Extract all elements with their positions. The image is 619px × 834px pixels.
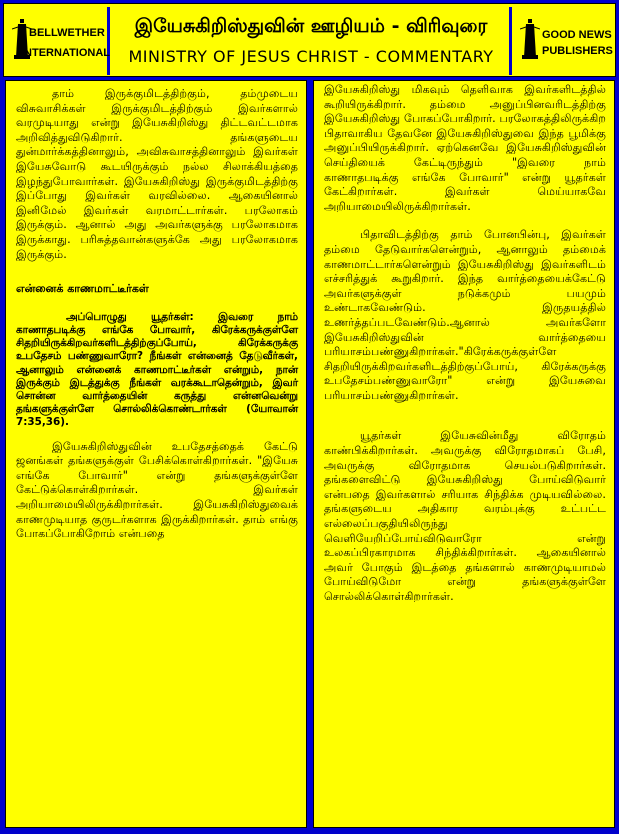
title-english: MINISTRY OF JESUS CHRIST - COMMENTARY — [128, 47, 494, 66]
left-paragraph-2: இயேசுகிறிஸ்துவின் உபதேசத்தைக் கேட்டு ஜனங்கள் தங்களுக்குள் பேசிக்கொள்கிறார்கள். "இயேசு எங்கே போவார்" என்று தங்களுக்குள்ளே கேட்டுக்கொள்கிறார்கள். இவர்கள் அறியாமையிலிருக்கிறார்கள். இயேசுகிறிஸ்துவைக் காணமுடியாத குருடர்களாக இருக்கிறார்கள். தாம் எங்கு போகப்போகிறோம் என்பதை — [16, 439, 298, 541]
lighthouse-icon — [520, 19, 540, 59]
bellwether-line2: INTERNATIONAL — [21, 47, 111, 59]
section-heading: என்னைக் காணமாட்டீர்கள் — [16, 282, 149, 296]
right-paragraph-1: இயேசுகிறிஸ்து மிகவும் தெளிவாக இவர்களிடத்தில் கூறியிருக்கிறார். தம்மை அனுப்பினவரிடத்திற்கு இயேசுகிறிஸ்து போகப்போகிறார். பரலோகத்திலிருக்கிற பிதாவாகிய தேவனே இயேசுகிறிஸ்துவை இந்த பூமிக்கு அனுப்பியிருக்கிறார். ஏற்கெனவே இயேசுகிறிஸ்துவின் செய்தியைக் கேட்டிருந்தும் "இவரை நாம் காணாதபடிக்கு எங்கே போவார்" என்று யூதர்கள் கேட்கிறார்கள். இவர்கள் மெய்யாகவே அறியாமையிலிருக்கிறார்கள். — [324, 83, 606, 213]
title-block — [112, 7, 510, 75]
scripture-quote: அப்பொழுது யூதர்கள்: இவரை நாம் காணாதபடிக்கு எங்கே போவார், கிரேக்கருக்குள்ளே சிதறியிருக்கிறவர்களிடத்திற்குப்போய், கிரேக்கருக்கு உபதேசம் பண்ணுவாரோ? நீங்கள் என்னைத் தேடுவீர்கள், ஆனாலும் என்னைக் காணமாட்டீர்கள் என்றும், நான் இருக்கும் இடத்துக்கு நீங்கள் வரக்கூடாதென்றும், இவர் சொன்ன வார்த்தையின் கருத்து என்னவென்று தங்களுக்குள்ளே சொல்லிக்கொண்டார்கள் (யோவான் 7:35,36). — [16, 310, 298, 429]
good-news-line2: PUBLISHERS — [542, 45, 613, 57]
bellwether-logo — [7, 7, 110, 75]
right-paragraph-3: யூதர்கள் இயேசுவின்மீது விரோதம் காண்பிக்கிறார்கள். அவருக்கு விரோதமாகப் பேசி, அவருக்கு விரோதமாக செயல்படுகிறார்கள். தங்களைவிட்டு இயேசுகிறிஸ்து போய்விடுவார் என்பதை இவர்களால் சரியாக சிந்திக்க முடியவில்லை. தங்களுடைய அதிகார வரம்புக்கு உட்பட்ட எல்லைப்பகுதியிலிருந்து வெளியேறிப்போய்விடுவாரோ என்று உலகப்பிரகாரமாக சிந்திக்கிறார்கள். ஆகையினால் அவர் போகும் இடத்தை தங்களால் காணமுடியாமல் போய்விடுமோ என்று தங்களுக்குள்ளே சொல்லிக்கொள்கிறார்கள். — [324, 429, 606, 603]
header-banner — [3, 3, 616, 77]
good-news-line1: GOOD NEWS — [542, 29, 612, 41]
left-column — [5, 80, 307, 828]
title-tamil: இயேசுகிறிஸ்துவின் ஊழியம் - விரிவுரை — [134, 15, 488, 37]
bellwether-line1: BELLWETHER — [29, 27, 105, 39]
right-column — [313, 80, 615, 828]
right-paragraph-2: பிதாவிடத்திற்கு தாம் போனபின்பு, இவர்கள் தம்மை தேடுவார்களென்றும், ஆனாலும் தம்மைக் காணமாட்டார்களென்றும் இயேசுகிறிஸ்து இவர்களிடம் எச்சரித்துக் கூறுகிறார். இந்த வார்த்தையைக்கேட்டு அவர்களுக்குள் நடுக்கமும் பயமும் உண்டாகவேண்டும். இருதயத்தில் உணர்த்தப்படவேண்டும்.ஆனால் அவர்களோ இயேசுகிறிஸ்துவின் வார்த்தையை பரியாசம்பண்ணுகிறார்கள்."கிரேக்கருக்குள்ளே சிதறியிருக்கிறவர்களிடத்திற்குப்போய், கிரேக்கருக்கு உபதேசம்பண்ணுவாரோ" என்று இயேசுவை பரியாசம்பண்ணுகிறார்கள். — [324, 228, 606, 402]
left-paragraph-1: தாம் இருக்குமிடத்திற்கும், தம்முடைய விசுவாசிக்கள் இருக்குமிடத்திற்கும் இவர்களால் வரமுடியாது என்று இயேசுகிறிஸ்து திட்டவட்டமாக அறிவித்துவிடுகிறார். தங்களுடைய துன்மார்க்கத்தினாலும், அவிசுவாசத்தினாலும் இவர்கள் இயேசுவோடு கூடயிருக்கும் நல்ல சிலாக்கியத்தை இழந்துபோவார்கள். இயேசுகிறிஸ்து இருக்குமிடத்திற்கு இப்போது இவர்கள் வரவில்லை. ஆகையினால் இனிமேல் இவர்கள் வரமாட்டார்கள். பரலோகம் இருக்கும். ஆனால் அது அவர்களுக்கு பரலோகமாக இருக்காது. பரிசுத்தவான்களுக்கே அது பரலோகமாக இருக்கும். — [16, 87, 298, 261]
good-news-logo — [509, 7, 612, 75]
